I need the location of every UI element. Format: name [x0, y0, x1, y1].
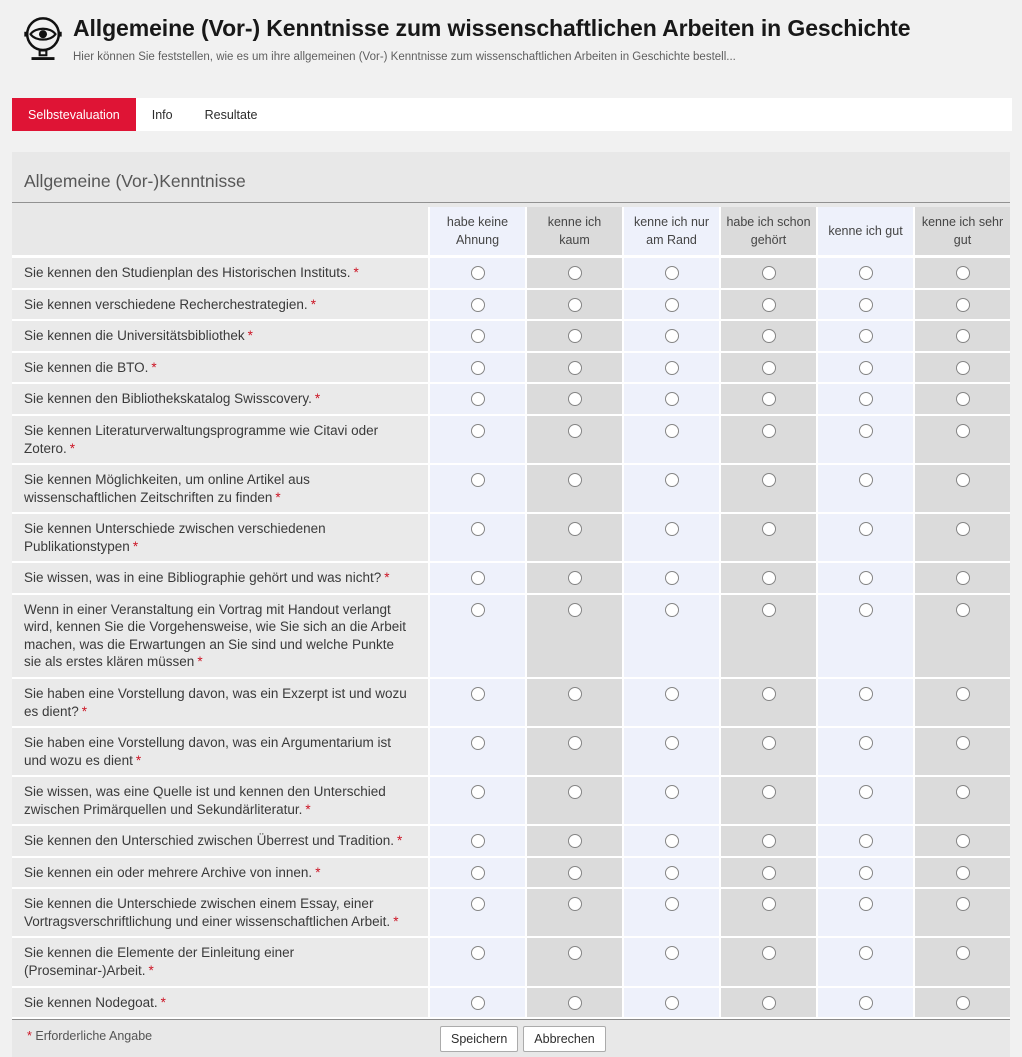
answer-radio[interactable]	[568, 897, 582, 911]
answer-radio[interactable]	[568, 329, 582, 343]
required-asterisk: *	[160, 994, 166, 1010]
answer-radio[interactable]	[762, 996, 776, 1010]
answer-cell[interactable]	[428, 384, 525, 416]
answer-cell[interactable]	[622, 514, 719, 563]
answer-cell[interactable]	[428, 321, 525, 353]
column-header-kenne-ich-nur-am-rand: kenne ich nur am Rand	[622, 207, 719, 258]
answer-cell[interactable]	[913, 826, 1010, 858]
answer-cell[interactable]	[525, 514, 622, 563]
answer-radio[interactable]	[665, 522, 679, 536]
answer-cell[interactable]	[525, 290, 622, 322]
answer-cell[interactable]	[719, 416, 816, 465]
answer-cell[interactable]	[913, 679, 1010, 728]
answer-cell[interactable]	[913, 290, 1010, 322]
answer-radio[interactable]	[956, 424, 970, 438]
answer-cell[interactable]	[525, 728, 622, 777]
answer-radio[interactable]	[762, 392, 776, 406]
required-asterisk: *	[247, 328, 253, 344]
answer-radio[interactable]	[762, 946, 776, 960]
question-row	[12, 679, 1010, 728]
answer-cell[interactable]	[719, 858, 816, 890]
required-asterisk: *	[353, 265, 359, 281]
matrix-body	[12, 258, 1010, 1019]
question-row	[12, 514, 1010, 563]
answer-cell[interactable]	[816, 777, 913, 826]
answer-radio[interactable]	[762, 424, 776, 438]
required-asterisk: *	[69, 440, 76, 456]
answer-radio[interactable]	[956, 298, 970, 312]
answer-cell[interactable]	[913, 465, 1010, 514]
answer-radio[interactable]	[956, 473, 970, 487]
column-header-habe-keine-ahnung: habe keine Ahnung	[428, 207, 525, 258]
column-header-kenne-ich-gut: kenne ich gut	[816, 207, 913, 258]
question-text: Wenn in einer Veranstaltung ein Vortrag mit Handout verlangt wird, kennen Sie die Vorgehensweise, wie Sie sich an die Arbeit machen, was die Erwartungen an Sie sind und welche Punkte sie als erstes klären müssen *	[12, 595, 428, 679]
answer-radio[interactable]	[859, 424, 873, 438]
answer-radio[interactable]	[568, 736, 582, 750]
answer-radio[interactable]	[665, 329, 679, 343]
answer-cell[interactable]	[622, 353, 719, 385]
answer-cell[interactable]	[622, 826, 719, 858]
answer-cell[interactable]	[913, 728, 1010, 777]
required-asterisk: *	[315, 864, 321, 880]
answer-cell[interactable]	[719, 595, 816, 679]
question-text: Sie kennen verschiedene Recherchestrategien. *	[12, 290, 428, 322]
answer-radio[interactable]	[665, 736, 679, 750]
answer-cell[interactable]	[816, 258, 913, 290]
answer-radio[interactable]	[665, 298, 679, 312]
question-row	[12, 858, 1010, 890]
answer-cell[interactable]	[428, 826, 525, 858]
answer-radio[interactable]	[956, 266, 970, 280]
answer-radio[interactable]	[665, 687, 679, 701]
answer-cell[interactable]	[816, 384, 913, 416]
answer-radio[interactable]	[859, 392, 873, 406]
answer-radio[interactable]	[568, 866, 582, 880]
answer-cell[interactable]	[816, 679, 913, 728]
answer-radio[interactable]	[471, 473, 485, 487]
answer-cell[interactable]	[525, 938, 622, 987]
answer-cell[interactable]	[525, 988, 622, 1020]
required-asterisk: *	[135, 752, 142, 768]
answer-cell[interactable]	[622, 728, 719, 777]
answer-radio[interactable]	[762, 522, 776, 536]
answer-cell[interactable]	[719, 988, 816, 1020]
answer-radio[interactable]	[471, 687, 485, 701]
answer-cell[interactable]	[719, 353, 816, 385]
required-asterisk: *	[81, 703, 88, 719]
answer-radio[interactable]	[471, 571, 485, 585]
answer-cell[interactable]	[525, 679, 622, 728]
answer-cell[interactable]	[913, 777, 1010, 826]
required-asterisk: *	[275, 489, 281, 505]
answer-cell[interactable]	[816, 889, 913, 938]
matrix-header-row	[12, 207, 1010, 258]
question-text: Sie haben eine Vorstellung davon, was ein Argumentarium ist und wozu es dient *	[12, 728, 428, 777]
answer-cell[interactable]	[622, 290, 719, 322]
answer-cell[interactable]	[816, 858, 913, 890]
question-text: Sie kennen die Elemente der Einleitung einer (Proseminar-)Arbeit. *	[12, 938, 428, 987]
answer-cell[interactable]	[816, 465, 913, 514]
answer-radio[interactable]	[665, 473, 679, 487]
answer-radio[interactable]	[956, 736, 970, 750]
answer-cell[interactable]	[913, 988, 1010, 1020]
answer-cell[interactable]	[816, 290, 913, 322]
required-asterisk: *	[310, 296, 316, 312]
answer-cell[interactable]	[719, 384, 816, 416]
answer-cell[interactable]	[428, 595, 525, 679]
answer-cell[interactable]	[525, 777, 622, 826]
answer-cell[interactable]	[622, 889, 719, 938]
answer-cell[interactable]	[622, 416, 719, 465]
answer-cell[interactable]	[525, 858, 622, 890]
answer-radio[interactable]	[956, 785, 970, 799]
answer-cell[interactable]	[719, 889, 816, 938]
answer-cell[interactable]	[428, 889, 525, 938]
answer-cell[interactable]	[525, 465, 622, 514]
answer-cell[interactable]	[525, 889, 622, 938]
question-matrix	[12, 207, 1010, 1019]
answer-radio[interactable]	[568, 361, 582, 375]
answer-cell[interactable]	[428, 858, 525, 890]
answer-radio[interactable]	[956, 897, 970, 911]
answer-cell[interactable]	[622, 938, 719, 987]
question-row	[12, 988, 1010, 1020]
page-header	[20, 12, 1010, 64]
answer-cell[interactable]	[719, 321, 816, 353]
answer-radio[interactable]	[762, 603, 776, 617]
answer-cell[interactable]	[428, 258, 525, 290]
question-row	[12, 563, 1010, 595]
question-text: Sie kennen Nodegoat. *	[12, 988, 428, 1020]
answer-cell[interactable]	[622, 465, 719, 514]
answer-radio[interactable]	[859, 473, 873, 487]
required-asterisk: *	[151, 359, 157, 375]
answer-radio[interactable]	[859, 361, 873, 375]
question-row	[12, 777, 1010, 826]
answer-cell[interactable]	[525, 826, 622, 858]
matrix-corner-cell	[12, 207, 428, 258]
tab-resultate[interactable]: Resultate	[204, 107, 258, 122]
answer-cell[interactable]	[913, 563, 1010, 595]
answer-cell[interactable]	[816, 321, 913, 353]
answer-radio[interactable]	[665, 785, 679, 799]
question-row	[12, 416, 1010, 465]
answer-radio[interactable]	[471, 298, 485, 312]
answer-cell[interactable]	[719, 514, 816, 563]
answer-cell[interactable]	[816, 416, 913, 465]
answer-radio[interactable]	[956, 571, 970, 585]
question-text: Sie haben eine Vorstellung davon, was ein Exzerpt ist und wozu es dient? *	[12, 679, 428, 728]
answer-radio[interactable]	[859, 996, 873, 1010]
answer-cell[interactable]	[719, 728, 816, 777]
answer-radio[interactable]	[859, 834, 873, 848]
answer-cell[interactable]	[816, 563, 913, 595]
answer-radio[interactable]	[859, 298, 873, 312]
required-asterisk: *	[393, 913, 399, 929]
answer-cell[interactable]	[719, 258, 816, 290]
answer-radio[interactable]	[568, 687, 582, 701]
answer-cell[interactable]	[428, 777, 525, 826]
answer-cell[interactable]	[622, 858, 719, 890]
answer-radio[interactable]	[568, 834, 582, 848]
answer-radio[interactable]	[859, 866, 873, 880]
question-row	[12, 290, 1010, 322]
answer-radio[interactable]	[762, 571, 776, 585]
answer-cell[interactable]	[719, 938, 816, 987]
answer-cell[interactable]	[816, 514, 913, 563]
column-header-habe-ich-schon-gehoert: habe ich schon gehört	[719, 207, 816, 258]
answer-radio[interactable]	[859, 736, 873, 750]
answer-radio[interactable]	[956, 361, 970, 375]
question-text: Sie wissen, was eine Quelle ist und kennen den Unterschied zwischen Primärquellen und Sekundärliteratur. *	[12, 777, 428, 826]
answer-radio[interactable]	[762, 329, 776, 343]
question-text: Sie kennen den Bibliothekskatalog Swisscovery. *	[12, 384, 428, 416]
answer-radio[interactable]	[665, 603, 679, 617]
answer-radio[interactable]	[471, 361, 485, 375]
answer-radio[interactable]	[859, 266, 873, 280]
answer-radio[interactable]	[956, 603, 970, 617]
answer-cell[interactable]	[719, 465, 816, 514]
answer-cell[interactable]	[525, 258, 622, 290]
question-text: Sie kennen Literaturverwaltungsprogramme wie Citavi oder Zotero. *	[12, 416, 428, 465]
page-header-text	[73, 12, 910, 64]
answer-radio[interactable]	[762, 473, 776, 487]
tab-info[interactable]: Info	[151, 107, 173, 122]
answer-radio[interactable]	[665, 571, 679, 585]
answer-radio[interactable]	[568, 424, 582, 438]
column-header-kenne-ich-kaum: kenne ich kaum	[525, 207, 622, 258]
question-text: Sie kennen die Universitätsbibliothek *	[12, 321, 428, 353]
answer-cell[interactable]	[622, 384, 719, 416]
answer-cell[interactable]	[913, 858, 1010, 890]
page-subtitle: Hier können Sie feststellen, wie es um ihre allgemeinen (Vor-) Kenntnisse zum wissenschaftlichen Arbeiten in Geschichte bestell...	[73, 50, 736, 63]
required-asterisk: *	[396, 833, 403, 849]
answer-cell[interactable]	[428, 416, 525, 465]
question-row	[12, 321, 1010, 353]
self-evaluation-mirror-eye-icon	[20, 12, 66, 64]
answer-radio[interactable]	[956, 996, 970, 1010]
answer-radio[interactable]	[762, 687, 776, 701]
question-text: Sie kennen Möglichkeiten, um online Artikel aus wissenschaftlichen Zeitschriften zu finden *	[12, 465, 428, 514]
required-asterisk: *	[27, 1029, 32, 1044]
footer-buttons	[440, 1026, 606, 1052]
answer-cell[interactable]	[816, 353, 913, 385]
answer-cell[interactable]	[816, 595, 913, 679]
answer-radio[interactable]	[568, 571, 582, 585]
required-asterisk: *	[305, 801, 311, 817]
question-text: Sie kennen ein oder mehrere Archive von innen. *	[12, 858, 428, 890]
required-asterisk: *	[314, 391, 321, 407]
answer-radio[interactable]	[859, 946, 873, 960]
answer-radio[interactable]	[762, 361, 776, 375]
answer-radio[interactable]	[762, 736, 776, 750]
answer-radio[interactable]	[762, 866, 776, 880]
answer-cell[interactable]	[525, 384, 622, 416]
question-text: Sie kennen den Unterschied zwischen Überrest und Tradition. *	[12, 826, 428, 858]
required-asterisk: *	[384, 570, 390, 586]
answer-radio[interactable]	[956, 687, 970, 701]
answer-radio[interactable]	[665, 897, 679, 911]
answer-radio[interactable]	[471, 996, 485, 1010]
answer-radio[interactable]	[471, 946, 485, 960]
answer-cell[interactable]	[622, 321, 719, 353]
answer-cell[interactable]	[719, 290, 816, 322]
answer-cell[interactable]	[913, 353, 1010, 385]
required-asterisk: *	[148, 963, 154, 979]
answer-radio[interactable]	[859, 785, 873, 799]
answer-cell[interactable]	[816, 988, 913, 1020]
answer-radio[interactable]	[568, 473, 582, 487]
answer-cell[interactable]	[428, 353, 525, 385]
answer-cell[interactable]	[428, 679, 525, 728]
answer-cell[interactable]	[913, 384, 1010, 416]
question-row	[12, 258, 1010, 290]
answer-radio[interactable]	[859, 603, 873, 617]
answer-cell[interactable]	[913, 595, 1010, 679]
page-title: Allgemeine (Vor-) Kenntnisse zum wissenschaftlichen Arbeiten in Geschichte	[73, 15, 911, 41]
answer-cell[interactable]	[913, 889, 1010, 938]
answer-cell[interactable]	[622, 679, 719, 728]
answer-cell[interactable]	[428, 728, 525, 777]
answer-cell[interactable]	[719, 777, 816, 826]
answer-radio[interactable]	[471, 834, 485, 848]
answer-radio[interactable]	[471, 897, 485, 911]
answer-radio[interactable]	[568, 946, 582, 960]
answer-radio[interactable]	[859, 329, 873, 343]
answer-cell[interactable]	[428, 988, 525, 1020]
answer-radio[interactable]	[568, 522, 582, 536]
answer-radio[interactable]	[665, 946, 679, 960]
answer-radio[interactable]	[956, 392, 970, 406]
answer-radio[interactable]	[762, 266, 776, 280]
answer-radio[interactable]	[956, 329, 970, 343]
question-row	[12, 938, 1010, 987]
question-row	[12, 728, 1010, 777]
answer-radio[interactable]	[665, 424, 679, 438]
answer-radio[interactable]	[956, 866, 970, 880]
question-row	[12, 595, 1010, 679]
answer-cell[interactable]	[913, 321, 1010, 353]
required-note-text: Erforderliche Angabe	[35, 1029, 153, 1044]
question-row	[12, 384, 1010, 416]
cancel-button[interactable]: Abbrechen	[523, 1026, 605, 1052]
answer-radio[interactable]	[568, 785, 582, 799]
question-text: Sie kennen Unterschiede zwischen verschiedenen Publikationstypen *	[12, 514, 428, 563]
section-divider	[12, 202, 1010, 203]
answer-cell[interactable]	[428, 290, 525, 322]
answer-cell[interactable]	[525, 416, 622, 465]
answer-radio[interactable]	[956, 834, 970, 848]
required-asterisk: *	[132, 538, 139, 554]
answer-radio[interactable]	[665, 996, 679, 1010]
answer-radio[interactable]	[665, 866, 679, 880]
answer-radio[interactable]	[568, 298, 582, 312]
answer-radio[interactable]	[859, 897, 873, 911]
answer-cell[interactable]	[816, 728, 913, 777]
answer-radio[interactable]	[471, 603, 485, 617]
answer-cell[interactable]	[428, 465, 525, 514]
answer-cell[interactable]	[816, 938, 913, 987]
answer-radio[interactable]	[762, 785, 776, 799]
answer-radio[interactable]	[568, 603, 582, 617]
answer-cell[interactable]	[428, 563, 525, 595]
answer-radio[interactable]	[859, 687, 873, 701]
required-asterisk: *	[197, 654, 203, 670]
question-text: Sie wissen, was in eine Bibliographie gehört und was nicht? *	[12, 563, 428, 595]
question-row	[12, 826, 1010, 858]
answer-cell[interactable]	[719, 679, 816, 728]
answer-cell[interactable]	[622, 563, 719, 595]
answer-cell[interactable]	[525, 353, 622, 385]
answer-radio[interactable]	[471, 522, 485, 536]
question-row	[12, 889, 1010, 938]
answer-radio[interactable]	[471, 424, 485, 438]
answer-cell[interactable]	[913, 514, 1010, 563]
answer-cell[interactable]	[719, 826, 816, 858]
answer-cell[interactable]	[525, 563, 622, 595]
answer-radio[interactable]	[665, 361, 679, 375]
question-row	[12, 353, 1010, 385]
answer-radio[interactable]	[859, 522, 873, 536]
answer-cell[interactable]	[622, 258, 719, 290]
save-button[interactable]: Speichern	[440, 1026, 518, 1052]
answer-radio[interactable]	[859, 571, 873, 585]
answer-radio[interactable]	[471, 785, 485, 799]
answer-radio[interactable]	[665, 266, 679, 280]
answer-radio[interactable]	[471, 392, 485, 406]
answer-cell[interactable]	[622, 595, 719, 679]
column-header-kenne-ich-sehr-gut: kenne ich sehr gut	[913, 207, 1010, 258]
answer-cell[interactable]	[622, 777, 719, 826]
answer-cell[interactable]	[525, 595, 622, 679]
tab-bar	[12, 98, 1012, 131]
answer-radio[interactable]	[665, 392, 679, 406]
survey-panel	[12, 152, 1010, 1057]
answer-cell[interactable]	[913, 416, 1010, 465]
answer-cell[interactable]	[913, 938, 1010, 987]
answer-radio[interactable]	[762, 298, 776, 312]
tab-selbstevaluation[interactable]: Selbstevaluation	[12, 98, 136, 131]
answer-cell[interactable]	[525, 321, 622, 353]
answer-cell[interactable]	[428, 938, 525, 987]
answer-radio[interactable]	[568, 996, 582, 1010]
answer-radio[interactable]	[665, 834, 679, 848]
answer-radio[interactable]	[568, 392, 582, 406]
form-footer	[12, 1019, 1010, 1057]
section-title: Allgemeine (Vor-)Kenntnisse	[24, 171, 246, 191]
answer-radio[interactable]	[471, 866, 485, 880]
question-row	[12, 465, 1010, 514]
answer-radio[interactable]	[762, 834, 776, 848]
answer-radio[interactable]	[956, 946, 970, 960]
answer-cell[interactable]	[622, 988, 719, 1020]
answer-radio[interactable]	[568, 266, 582, 280]
answer-cell[interactable]	[428, 514, 525, 563]
question-text: Sie kennen den Studienplan des Historischen Instituts. *	[12, 258, 428, 290]
answer-radio[interactable]	[471, 266, 485, 280]
answer-radio[interactable]	[471, 736, 485, 750]
answer-cell[interactable]	[816, 826, 913, 858]
answer-radio[interactable]	[471, 329, 485, 343]
answer-radio[interactable]	[762, 897, 776, 911]
question-text: Sie kennen die BTO. *	[12, 353, 428, 385]
answer-radio[interactable]	[956, 522, 970, 536]
question-text: Sie kennen die Unterschiede zwischen einem Essay, einer Vortragsverschriftlichung und einer wissenschaftlichen Arbeit. *	[12, 889, 428, 938]
answer-cell[interactable]	[913, 258, 1010, 290]
answer-cell[interactable]	[719, 563, 816, 595]
